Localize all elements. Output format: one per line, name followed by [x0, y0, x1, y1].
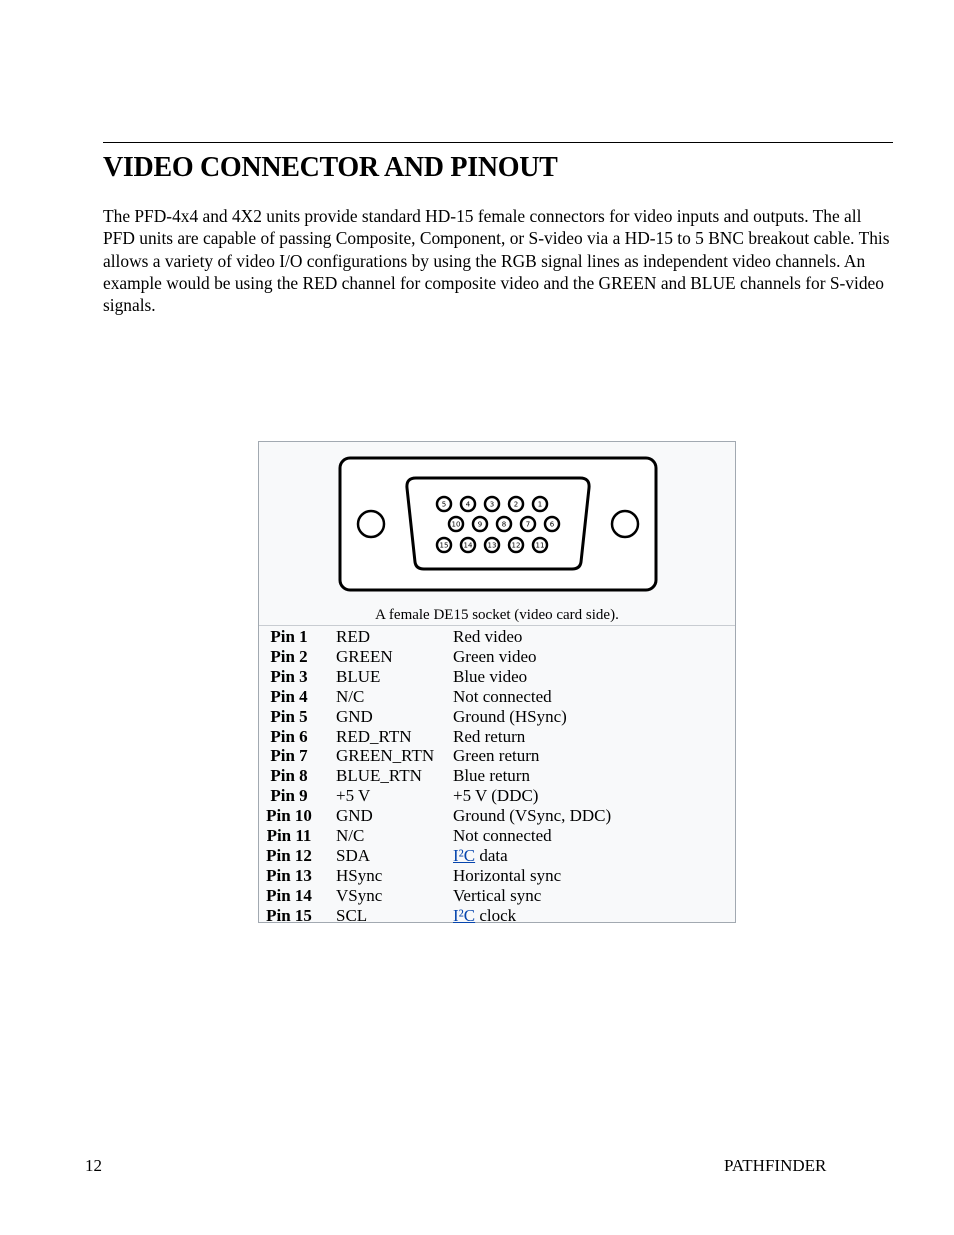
table-row	[262, 746, 611, 766]
pin-number: Pin 5	[270, 706, 308, 726]
page-number: 12	[85, 1156, 102, 1175]
pin-signal: VSync	[336, 885, 383, 905]
table-row	[262, 886, 611, 906]
pin-signal: +5 V	[336, 786, 371, 806]
table-row	[262, 627, 611, 647]
table-row	[262, 786, 611, 806]
pin-number: Pin 13	[266, 865, 312, 885]
pin-signal: GND	[336, 706, 373, 726]
pin-hole-label: 14	[463, 541, 473, 550]
table-row	[262, 906, 611, 926]
pin-hole-label: 1	[537, 500, 543, 509]
pin-number: Pin 7	[270, 746, 308, 766]
pin-number: Pin 11	[266, 826, 312, 846]
mounting-hole-right	[612, 511, 638, 537]
pin-description: Vertical sync	[453, 885, 542, 905]
pin-number: Pin 1	[270, 627, 308, 646]
pin-hole-label: 5	[441, 500, 447, 509]
pin-signal: BLUE_RTN	[336, 766, 422, 786]
pin-description: Green return	[453, 746, 540, 766]
pin-hole-label: 11	[535, 541, 545, 550]
pin-hole-label: 9	[477, 520, 483, 529]
pin-description: +5 V (DDC)	[453, 786, 539, 806]
table-row	[262, 647, 611, 667]
pin-signal: HSync	[336, 865, 383, 885]
figure-divider	[259, 625, 735, 626]
footer-product: PATHFINDER	[724, 1156, 827, 1175]
connector-figure	[258, 441, 736, 923]
pin-signal: SCL	[336, 905, 368, 925]
table-row	[262, 846, 611, 866]
pin-number: Pin 4	[270, 686, 308, 706]
pinout-table	[262, 627, 611, 926]
pin-number: Pin 10	[266, 806, 312, 826]
pin-description: Green video	[453, 646, 537, 666]
table-row	[262, 806, 611, 826]
pin-description-text: clock	[475, 905, 517, 925]
intro-paragraph: The PFD-4x4 and 4X2 units provide standard HD-15 female connectors for video inputs and outputs. The all PFD units are capable of passing Composite, Component, or S-video via a HD-15 to 5 BNC breakout cable. This allows a variety of video I/O configurations by using the RGB signal lines as independent video channels. An example would be using the RED channel for composite video and the GREEN and BLUE channels for S-video signals.	[103, 206, 890, 316]
pin-number: Pin 14	[266, 885, 312, 905]
pin-signal: N/C	[336, 686, 365, 706]
pin-hole-label: 7	[525, 520, 531, 529]
pin-signal: SDA	[336, 845, 371, 865]
pin-number: Pin 3	[270, 666, 308, 686]
table-row	[262, 826, 611, 846]
pin-hole-label: 4	[465, 500, 471, 509]
pin-description: Not connected	[453, 686, 552, 706]
pin-number: Pin 12	[266, 845, 312, 865]
pin-signal: BLUE	[336, 666, 381, 686]
pin-description: Red return	[453, 726, 526, 746]
pin-hole-label: 10	[451, 520, 461, 529]
pin-signal: RED_RTN	[336, 726, 412, 746]
pin-hole-label: 2	[513, 500, 519, 509]
pin-signal: GREEN_RTN	[336, 746, 435, 766]
mounting-hole-left	[358, 511, 384, 537]
i2c-link[interactable]: I²C	[453, 905, 476, 925]
pin-hole-label: 3	[489, 500, 495, 509]
table-row	[262, 727, 611, 747]
pin-signal: N/C	[336, 826, 365, 846]
pin-description: Not connected	[453, 826, 552, 846]
pin-hole-label: 15	[439, 541, 449, 550]
pin-description: Red video	[453, 627, 523, 646]
pin-number: Pin 2	[270, 646, 308, 666]
pin-signal: GREEN	[336, 646, 393, 666]
pin-description	[453, 906, 611, 926]
pin-signal: GND	[336, 806, 373, 826]
pin-hole-label: 6	[549, 520, 555, 529]
pin-number: Pin 8	[270, 766, 308, 786]
pin-hole-label: 8	[501, 520, 507, 529]
pin-number: Pin 6	[270, 726, 308, 746]
page-title: VIDEO CONNECTOR AND PINOUT	[103, 152, 558, 183]
table-row	[262, 687, 611, 707]
pin-description: Ground (VSync, DDC)	[453, 806, 612, 826]
pin-number: Pin 15	[266, 905, 312, 925]
table-row	[262, 707, 611, 727]
table-row	[262, 667, 611, 687]
table-row	[262, 866, 611, 886]
i2c-link[interactable]: I²C	[453, 845, 476, 865]
header-rule	[103, 142, 893, 143]
table-row	[262, 766, 611, 786]
pin-signal: RED	[336, 627, 370, 646]
pin-number: Pin 9	[270, 786, 308, 806]
pin-description: Ground (HSync)	[453, 706, 567, 726]
pin-hole-label: 13	[487, 541, 497, 550]
pin-description-text: data	[475, 845, 508, 865]
pin-description: Horizontal sync	[453, 865, 562, 885]
pin-description: Blue video	[453, 666, 528, 686]
pin-description: Blue return	[453, 766, 530, 786]
figure-caption: A female DE15 socket (video card side).	[375, 607, 619, 623]
de15-connector-diagram	[338, 456, 658, 592]
pin-description	[453, 846, 611, 866]
pin-hole-label: 12	[511, 541, 521, 550]
